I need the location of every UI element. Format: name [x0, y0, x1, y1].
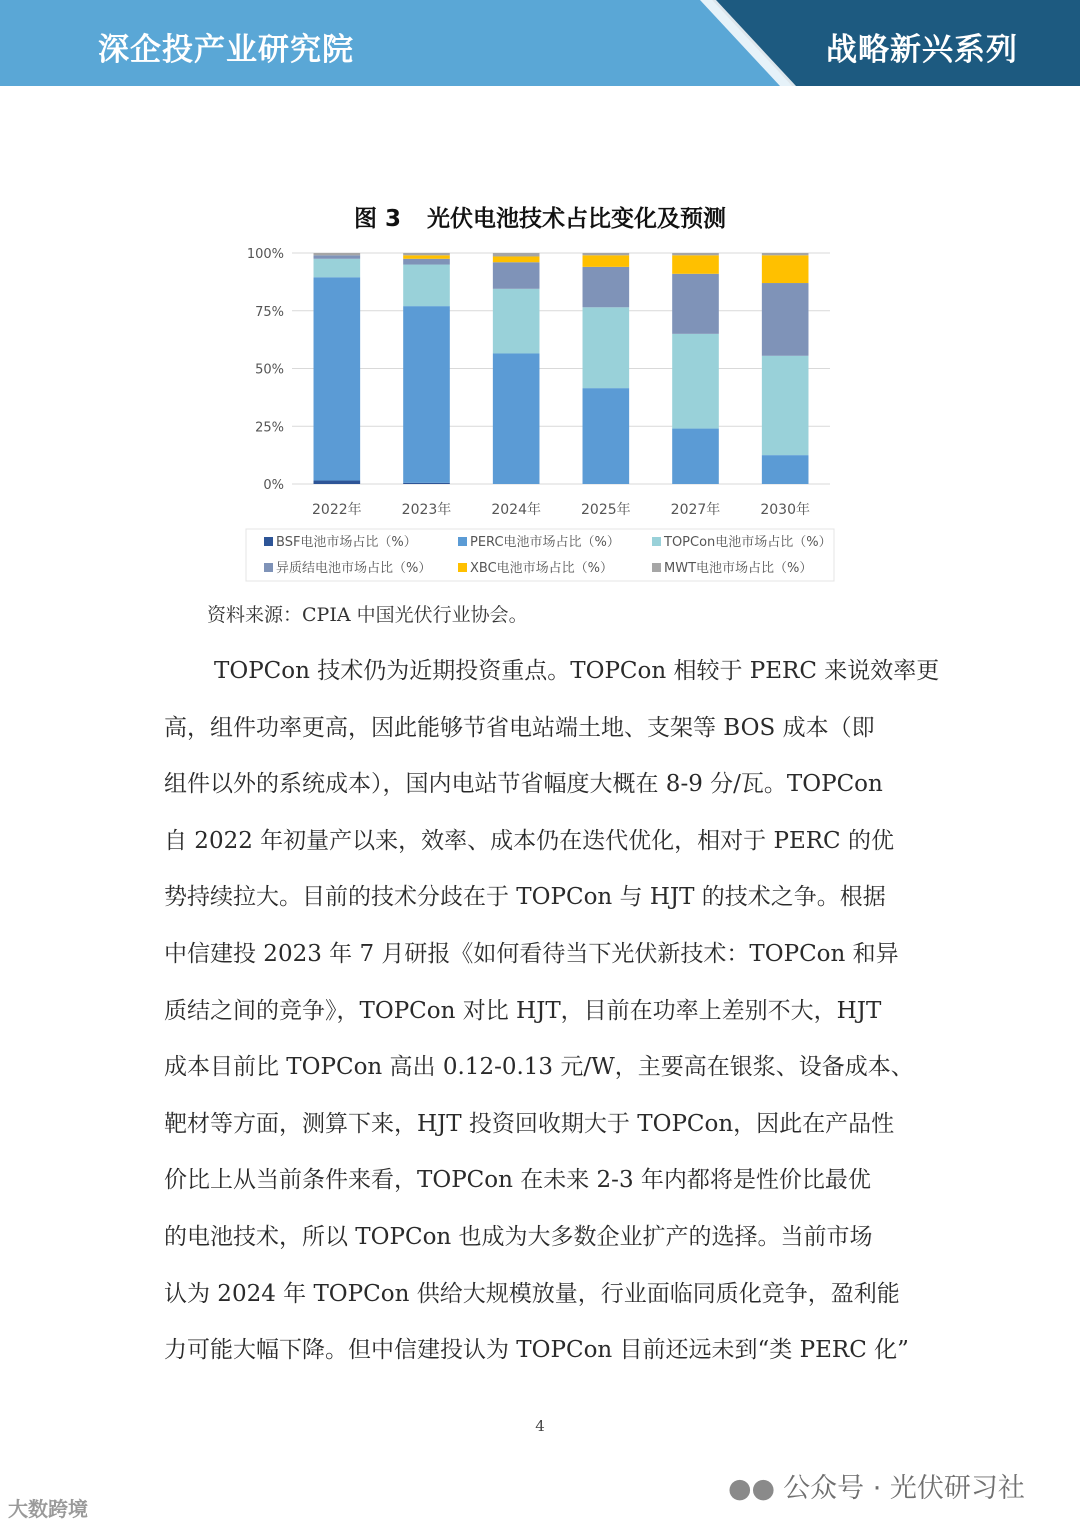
bar-segment: [493, 353, 540, 484]
legend-swatch: [652, 537, 661, 546]
x-tick-label: 2025年: [581, 502, 631, 518]
bar-segment: [762, 455, 809, 484]
body-line: 质结之间的竞争》，TOPCon 对比 HJT，目前在功率上差别不大，HJT: [164, 997, 882, 1024]
body-line: 势持续拉大。目前的技术分歧在于 TOPCon 与 HJT 的技术之争。根据: [164, 884, 886, 911]
bar-segment: [762, 356, 809, 455]
legend-label: XBC电池市场占比（%）: [470, 561, 614, 576]
bar-segment: [314, 481, 361, 484]
page-number: 4: [535, 1417, 545, 1435]
x-tick-label: 2024年: [491, 502, 541, 518]
body-line: TOPCon 技术仍为近期投资重点。TOPCon 相较于 PERC 来说效率更: [214, 658, 940, 684]
bar-segment: [672, 429, 719, 484]
bar-segment: [672, 274, 719, 334]
bar-segment: [493, 256, 540, 262]
bar-segment: [672, 255, 719, 273]
bar-segment: [762, 253, 809, 255]
bar-segment: [403, 483, 450, 484]
figure-title: [0, 200, 1080, 233]
legend-swatch: [458, 537, 467, 546]
legend-label: PERC电池市场占比（%）: [470, 535, 620, 550]
bar-segment: [314, 253, 361, 255]
watermark-right-text: 公众号 · 光伏研习社: [783, 1473, 1025, 1504]
bar-segment: [762, 283, 809, 356]
bar-segment: [583, 388, 630, 484]
body-line: 高，组件功率更高，因此能够节省电站端土地、支架等 BOS 成本（即: [164, 714, 875, 741]
y-tick-label: 100%: [246, 247, 284, 262]
bar-segment: [493, 289, 540, 354]
bar-segment: [493, 262, 540, 289]
bar-segment: [583, 307, 630, 388]
legend-swatch: [264, 537, 273, 546]
bar-segment: [672, 253, 719, 255]
x-tick-label: 2023年: [401, 502, 452, 518]
bar-segment: [403, 265, 450, 307]
bar-segment: [493, 253, 540, 256]
legend-swatch: [652, 563, 661, 572]
x-tick-label: 2030年: [760, 502, 810, 518]
body-line: 组件以外的系统成本），国内电站节省幅度大概在 8-9 分/瓦。TOPCon: [164, 771, 883, 798]
y-tick-label: 0%: [263, 478, 284, 493]
page-header: [0, 0, 1080, 86]
watermark-right: [728, 1466, 1025, 1505]
body-line: 力可能大幅下降。但中信建投认为 TOPCon 目前还远未到“类 PERC 化”: [164, 1337, 909, 1364]
bar-segment: [762, 255, 809, 283]
body-line: 靶材等方面，测算下来，HJT 投资回收期大于 TOPCon，因此在产品性: [164, 1110, 895, 1137]
figure-number: 图 3: [353, 206, 401, 232]
series-name: 战略新兴系列: [826, 32, 1018, 68]
body-line: 价比上从当前条件来看，TOPCon 在未来 2-3 年内都将是性价比最优: [164, 1167, 871, 1194]
bar-segment: [583, 255, 630, 267]
x-tick-label: 2022年: [312, 502, 362, 518]
bar-segment: [583, 253, 630, 255]
legend-label: BSF电池市场占比（%）: [276, 535, 417, 550]
bar-segment: [672, 334, 719, 429]
bar-segment: [583, 267, 630, 307]
y-tick-label: 75%: [255, 304, 284, 320]
wechat-icon: ●●: [728, 1473, 776, 1504]
y-tick-label: 25%: [255, 420, 284, 436]
body-line: 中信建投 2023 年 7 月研报《如何看待当下光伏新技术：TOPCon 和异: [164, 940, 899, 967]
figure-title-text: 光伏电池技术占比变化及预测: [427, 206, 726, 232]
body-line: 成本目前比 TOPCon 高出 0.12-0.13 元/W，主要高在银浆、设备成本、: [164, 1054, 914, 1081]
legend-label: 异质结电池市场占比（%）: [276, 561, 432, 576]
body-line: 认为 2024 年 TOPCon 供给大规模放量，行业面临同质化竞争，盈利能: [164, 1280, 900, 1307]
body-line: 自 2022 年初量产以来，效率、成本仍在迭代优化，相对于 PERC 的优: [164, 827, 894, 854]
bar-segment: [314, 255, 361, 258]
legend-swatch: [458, 563, 467, 572]
bar-segment: [403, 255, 450, 258]
bar-segment: [314, 259, 361, 277]
y-tick-label: 50%: [255, 362, 284, 378]
legend-label: TOPCon电池市场占比（%）: [664, 535, 832, 550]
body-line: 的电池技术，所以 TOPCon 也成为大多数企业扩产的选择。当前市场: [164, 1223, 873, 1250]
bar-segment: [314, 277, 361, 480]
x-tick-label: 2027年: [670, 502, 721, 518]
legend-swatch: [264, 563, 273, 572]
bar-segment: [403, 259, 450, 265]
stacked-bar-chart: [240, 236, 840, 586]
figure-source: 资料来源：CPIA 中国光伏行业协会。: [207, 604, 528, 626]
watermark-left: 大数跨境: [8, 1497, 88, 1521]
legend-label: MWT电池市场占比（%）: [664, 561, 813, 576]
bar-segment: [403, 253, 450, 255]
institute-name: 深企投产业研究院: [98, 32, 354, 68]
body-paragraph: [164, 643, 940, 1379]
bar-segment: [403, 306, 450, 483]
